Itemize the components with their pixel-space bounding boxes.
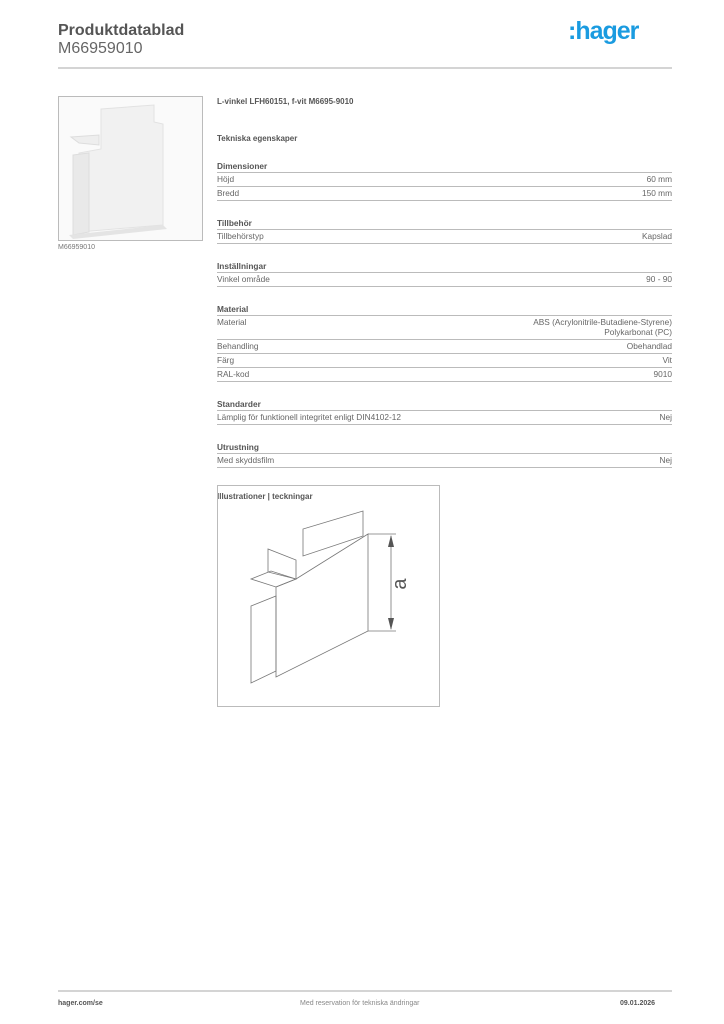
spec-value-text: Kapslad (642, 231, 672, 241)
spec-label: Färg (217, 355, 235, 365)
spec-row (217, 273, 672, 287)
spec-row (217, 411, 672, 425)
section-heading: Tillbehör (217, 218, 672, 230)
spec-row (217, 173, 672, 187)
section-heading: Standarder (217, 399, 672, 411)
product-code: M66959010 (58, 40, 143, 57)
spec-label: Lämplig för funktionell integritet enligt DIN4102-12 (217, 412, 402, 422)
spec-value (660, 412, 672, 422)
spec-value (660, 455, 672, 465)
section-heading: Dimensioner (217, 161, 672, 173)
spec-value-text: Obehandlad (626, 341, 672, 351)
spec-value (533, 317, 672, 337)
spec-value-text: Nej (659, 412, 672, 422)
tech-heading: Tekniska egenskaper (217, 134, 298, 143)
spec-label: RAL-kod (217, 369, 250, 379)
spec-value-text: 150 mm (642, 188, 672, 198)
spec-value-text: 60 mm (646, 174, 672, 184)
spec-row (217, 340, 672, 354)
spec-row (217, 454, 672, 468)
section-heading: Utrustning (217, 442, 672, 454)
spec-section (217, 261, 672, 287)
section-heading: Inställningar (217, 261, 672, 273)
spec-value (647, 174, 672, 184)
spec-label: Behandling (217, 341, 259, 351)
spec-label: Med skyddsfilm (217, 455, 275, 465)
drawing-left-panel (251, 596, 276, 683)
spec-label: Bredd (217, 188, 240, 198)
spec-section (217, 442, 672, 468)
spec-value-text: ABS (Acrylonitrile-Butadiene-Styrene) (533, 317, 672, 327)
spec-value (627, 341, 672, 351)
spec-value (642, 188, 672, 198)
spec-value-text: 90 - 90 (646, 274, 672, 284)
spec-section (217, 399, 672, 425)
spec-value-text: Vit (662, 355, 672, 365)
hager-logo: :hager (568, 17, 639, 45)
spec-section (217, 304, 672, 382)
spec-value (654, 369, 672, 379)
spec-label: Material (217, 317, 247, 327)
footer-date: 09.01.2026 (620, 1000, 656, 1007)
footer-website[interactable]: hager.com/se (58, 1000, 103, 1007)
product-image-caption: M66959010 (58, 244, 95, 251)
spec-section (217, 218, 672, 244)
spec-panel (217, 97, 672, 501)
spec-value (646, 274, 672, 284)
spec-value (662, 355, 672, 365)
footer-note: Med reservation för tekniska ändringar (300, 1000, 420, 1007)
spec-value-text-2: Polykarbonat (PC) (604, 327, 672, 337)
product-image (58, 96, 203, 241)
spec-value-text: 9010 (653, 369, 672, 379)
spec-row (217, 316, 672, 340)
spec-row (217, 368, 672, 382)
product-title: L-vinkel LFH60151, f-vit M6695-9010 (217, 97, 354, 106)
dimension-label: a (389, 578, 411, 590)
section-heading: Material (217, 304, 672, 316)
spec-section (217, 161, 672, 201)
spec-value (642, 231, 672, 241)
header-divider (58, 67, 672, 69)
footer-divider (58, 990, 672, 992)
spec-row (217, 230, 672, 244)
spec-row (217, 354, 672, 368)
dimension-drawing (217, 485, 440, 707)
illustrations-heading: Illustrationer | teckningar (217, 492, 313, 501)
spec-label: Tillbehörstyp (217, 231, 264, 241)
document-title: Produktdatablad (58, 22, 185, 39)
drawing-back-panel (303, 511, 363, 556)
drawing-front-panel (276, 534, 368, 677)
spec-row (217, 187, 672, 201)
spec-label: Höjd (217, 174, 235, 184)
spec-value-text: Nej (659, 455, 672, 465)
spec-label: Vinkel område (217, 274, 270, 284)
